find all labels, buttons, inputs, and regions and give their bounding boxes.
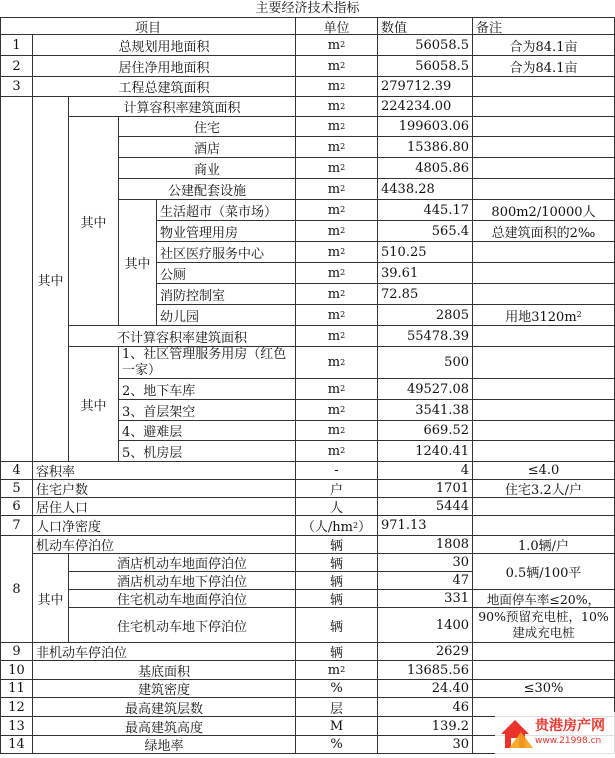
unit-cell: m 2 (296, 117, 378, 137)
value-cell: 30 (378, 554, 473, 572)
row-number: 7 (0, 516, 33, 536)
row-label: 酒店 (119, 137, 296, 158)
unit-cell: m 2 (296, 263, 378, 284)
note-cell: 总建筑面积的2‰ (473, 221, 615, 242)
note-cell: 90%预留充电桩，10%建成充电桩 (473, 608, 615, 643)
value-cell: 39.61 (378, 263, 473, 284)
unit-cell: m 2 (296, 379, 378, 400)
value-cell: 224234.00 (378, 97, 473, 117)
group-label: 其中 (33, 97, 69, 462)
row-label: 居住净用地面积 (33, 56, 296, 77)
value-cell: 72.85 (378, 284, 473, 305)
value-cell: 510.25 (378, 242, 473, 263)
row-label: 商业 (119, 158, 296, 179)
unit-cell: m 2 (296, 137, 378, 158)
unit-cell: 辆 (296, 554, 378, 572)
note-cell: 1.0辆/户 (473, 536, 615, 554)
row-label: 5、机房层 (119, 441, 296, 462)
unit-cell: m 2 (296, 661, 378, 680)
value-cell: 971.13 (378, 516, 473, 536)
unit-cell: m 2 (296, 97, 378, 117)
row-label: 公建配套设施 (119, 179, 296, 200)
row-number: 8 (0, 536, 33, 643)
unit-cell: - (296, 462, 378, 480)
note-cell: 合为84.1亩 (473, 56, 615, 77)
row-number: 1 (0, 35, 33, 56)
unit-cell: m 2 (296, 56, 378, 77)
value-cell: 199603.06 (378, 117, 473, 137)
row-number: 3 (0, 77, 33, 97)
row-label: 不计算容积率建筑面积 (69, 326, 296, 347)
row-number: 9 (0, 643, 33, 661)
row-label: 基底面积 (33, 661, 296, 680)
row-label: 住宅机动车地面停泊位 (69, 590, 296, 608)
unit-cell: % (296, 736, 378, 754)
row-number: 12 (0, 698, 33, 717)
row-label: 最高建筑层数 (33, 698, 296, 717)
value-cell: 331 (378, 590, 473, 608)
row-number: 2 (0, 56, 33, 77)
value-cell: 24.40 (378, 680, 473, 698)
value-cell: 4438.28 (378, 179, 473, 200)
value-cell: 1240.41 (378, 441, 473, 462)
table-title: 主要经济技术指标 (255, 1, 360, 16)
value-cell: 1400 (378, 608, 473, 643)
row-label: 物业管理用房 (157, 221, 296, 242)
group-label: 其中 (119, 200, 157, 326)
row-label: 消防控制室 (157, 284, 296, 305)
row-number: 11 (0, 680, 33, 698)
row-label: 总规划用地面积 (33, 35, 296, 56)
value-cell: 56058.5 (378, 35, 473, 56)
row-number: 10 (0, 661, 33, 680)
value-cell: 4805.86 (378, 158, 473, 179)
row-number: 6 (0, 498, 33, 516)
row-label: 机动车停泊位 (33, 536, 296, 554)
unit-cell: m 2 (296, 77, 378, 97)
header-unit: 单位 (296, 17, 378, 35)
unit-cell: M (296, 717, 378, 736)
watermark-logo (495, 712, 615, 754)
unit-cell: m 2 (296, 421, 378, 441)
value-cell: 47 (378, 572, 473, 590)
value-cell: 46 (378, 698, 473, 717)
unit-cell: 辆 (296, 643, 378, 661)
unit-cell: m 2 (296, 284, 378, 305)
unit-cell: m 2 (296, 158, 378, 179)
note-cell: 用地3120m 2 (473, 305, 615, 326)
row-label: 2、地下车库 (119, 379, 296, 400)
unit-cell: （人/hm 2 ） (296, 516, 378, 536)
unit-cell: m 2 (296, 400, 378, 421)
value-cell: 55478.39 (378, 326, 473, 347)
unit-cell: m 2 (296, 200, 378, 221)
note-cell: 0.5辆/100平 (473, 554, 615, 590)
unit-cell: 辆 (296, 536, 378, 554)
note-cell: 地面停车率≤20%， (473, 590, 615, 608)
group-label: 其中 (69, 347, 119, 462)
unit-cell: m 2 (296, 179, 378, 200)
unit-cell: 辆 (296, 572, 378, 590)
unit-cell: 辆 (296, 590, 378, 608)
header-value: 数值 (378, 17, 473, 35)
note-cell: 800m2/10000人 (473, 200, 615, 221)
row-label: 建筑密度 (33, 680, 296, 698)
value-cell: 30 (378, 736, 473, 754)
value-cell: 2805 (378, 305, 473, 326)
value-cell: 13685.56 (378, 661, 473, 680)
row-number: 13 (0, 717, 33, 736)
value-cell: 279712.39 (378, 77, 473, 97)
value-cell: 565.4 (378, 221, 473, 242)
value-cell: 669.52 (378, 421, 473, 441)
note-cell: ≤30% (473, 680, 615, 698)
row-label: 1、社区管理服务用房（红色一家） (119, 347, 296, 379)
unit-cell: m 2 (296, 326, 378, 347)
row-label: 非机动车停泊位 (33, 643, 296, 661)
unit-cell: 层 (296, 698, 378, 717)
unit-cell: m 2 (296, 221, 378, 242)
row-label: 公厕 (157, 263, 296, 284)
group-label: 其中 (33, 554, 69, 643)
unit-cell: % (296, 680, 378, 698)
note-cell: ≤4.0 (473, 462, 615, 480)
value-cell: 56058.5 (378, 56, 473, 77)
row-label: 4、避难层 (119, 421, 296, 441)
row-number: 4 (0, 462, 33, 480)
unit-cell: m 2 (296, 242, 378, 263)
row-label: 人口净密度 (33, 516, 296, 536)
value-cell: 49527.08 (378, 379, 473, 400)
row-label: 最高建筑高度 (33, 717, 296, 736)
unit-cell: m 2 (296, 305, 378, 326)
row-number: 5 (0, 480, 33, 498)
value-cell: 2629 (378, 643, 473, 661)
unit-cell: m 2 (296, 441, 378, 462)
watermark-url: www.21998.cn (535, 736, 602, 746)
value-cell: 1701 (378, 480, 473, 498)
unit-cell: m 2 (296, 347, 378, 379)
row-label: 住宅 (119, 117, 296, 137)
row-label: 住宅户数 (33, 480, 296, 498)
row-label: 容积率 (33, 462, 296, 480)
row-number: 14 (0, 736, 33, 754)
group-label: 其中 (69, 117, 119, 326)
row-label: 计算容积率建筑面积 (69, 97, 296, 117)
unit-cell: 人 (296, 498, 378, 516)
value-cell: 500 (378, 347, 473, 379)
value-cell: 1808 (378, 536, 473, 554)
header-note: 备注 (473, 17, 615, 35)
value-cell: 3541.38 (378, 400, 473, 421)
value-cell: 139.2 (378, 717, 473, 736)
unit-cell: 辆 (296, 608, 378, 643)
value-cell: 15386.80 (378, 137, 473, 158)
value-cell: 5444 (378, 498, 473, 516)
row-label: 住宅机动车地下停泊位 (69, 608, 296, 643)
value-cell: 445.17 (378, 200, 473, 221)
unit-cell: m 2 (296, 35, 378, 56)
header-item: 项目 (0, 17, 296, 35)
row-label: 社区医疗服务中心 (157, 242, 296, 263)
row-label: 生活超市（菜市场） (157, 200, 296, 221)
row-label: 居住人口 (33, 498, 296, 516)
row-label: 酒店机动车地面停泊位 (69, 554, 296, 572)
row-label: 酒店机动车地下停泊位 (69, 572, 296, 590)
row-label: 3、首层架空 (119, 400, 296, 421)
row-label: 工程总建筑面积 (33, 77, 296, 97)
watermark-brand: 贵港房产网 (535, 718, 605, 734)
value-cell: 4 (378, 462, 473, 480)
unit-cell: 户 (296, 480, 378, 498)
note-cell: 合为84.1亩 (473, 35, 615, 56)
row-label: 绿地率 (33, 736, 296, 754)
row-label: 幼儿园 (157, 305, 296, 326)
note-cell: 住宅3.2人/户 (473, 480, 615, 498)
